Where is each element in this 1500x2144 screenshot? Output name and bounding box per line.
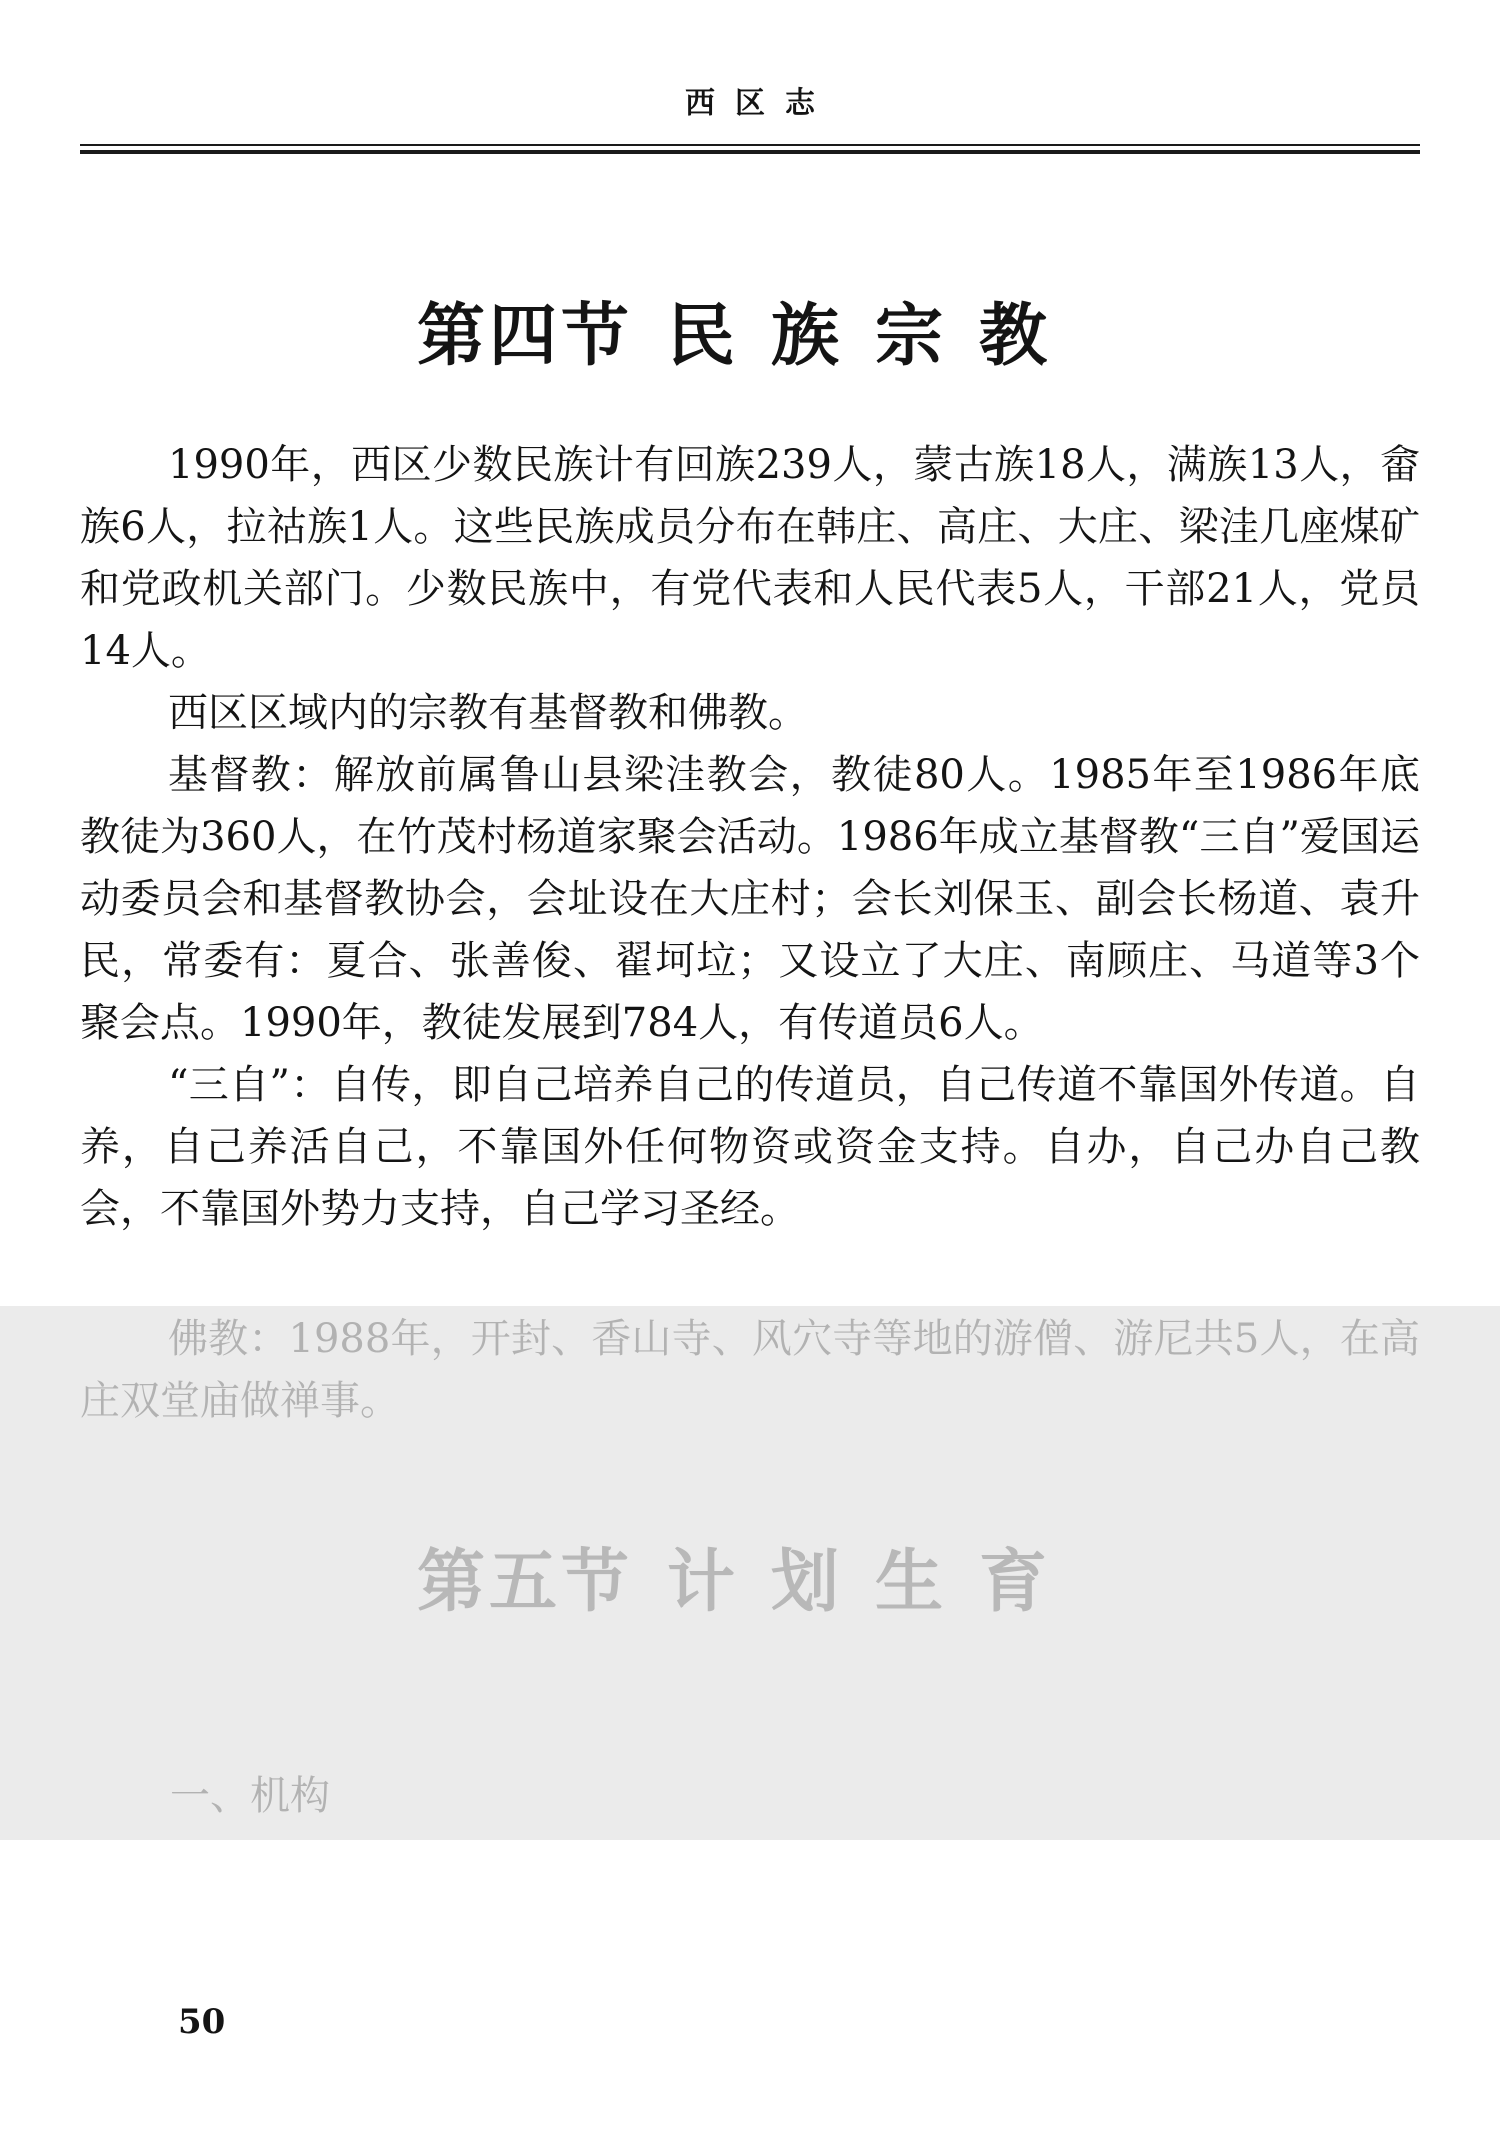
section-title-ethnic-religion <box>0 282 1500 379</box>
page-number: 50 <box>178 2002 226 2042</box>
paragraph-buddhism: 佛教：1988年，开封、香山寺、风穴寺等地的游僧、游尼共5人，在高庄双堂庙做禅事。 <box>80 1316 1420 1424</box>
section-body <box>80 434 1420 1240</box>
subheading-organization: 一、机构 <box>170 1773 330 1819</box>
header-rule-thin <box>80 144 1420 146</box>
section5-title-name: 计划生育 <box>667 1542 1084 1622</box>
section-title-name: 民族宗教 <box>667 296 1084 376</box>
paragraph-christianity: 基督教：解放前属鲁山县梁洼教会，教徒80人。1985年至1986年底教徒为360人，在竹茂村杨道家聚会活动。1986年成立基督教“三自”爱国运动委员会和基督教协会，会址设在大庄村；会长刘保玉、副会长杨道、袁升民，常委有：夏合、张善俊、翟坷垃；又设立了大庄、南顾庄、马道等3个聚会点。1990年，教徒发展到784人，有传道员6人。 <box>80 752 1420 1046</box>
section-title-family-planning <box>0 1528 1500 1625</box>
paragraph-ethnic-population: 1990年，西区少数民族计有回族239人，蒙古族18人，满族13人，畲族6人，拉祜族1人。这些民族成员分布在韩庄、高庄、大庄、梁洼几座煤矿和党政机关部门。少数民族中，有党代表和人民代表5人，干部21人，党员14人。 <box>80 442 1420 674</box>
paragraph-religions-overview: 西区区域内的宗教有基督教和佛教。 <box>168 690 808 736</box>
running-head-title: 西区志 <box>685 86 835 121</box>
section-title-number: 第四节 <box>416 296 633 376</box>
faded-overlay-region <box>0 1306 1500 1840</box>
faded-body <box>80 1308 1420 1432</box>
header-rule-thick <box>80 150 1420 154</box>
section5-title-number: 第五节 <box>416 1542 633 1622</box>
paragraph-three-self: “三自”：自传，即自己培养自己的传道员，自己传道不靠国外传道。自养，自己养活自己，不靠国外任何物资或资金支持。自办，自己办自己教会，不靠国外势力支持，自己学习圣经。 <box>80 1062 1420 1232</box>
